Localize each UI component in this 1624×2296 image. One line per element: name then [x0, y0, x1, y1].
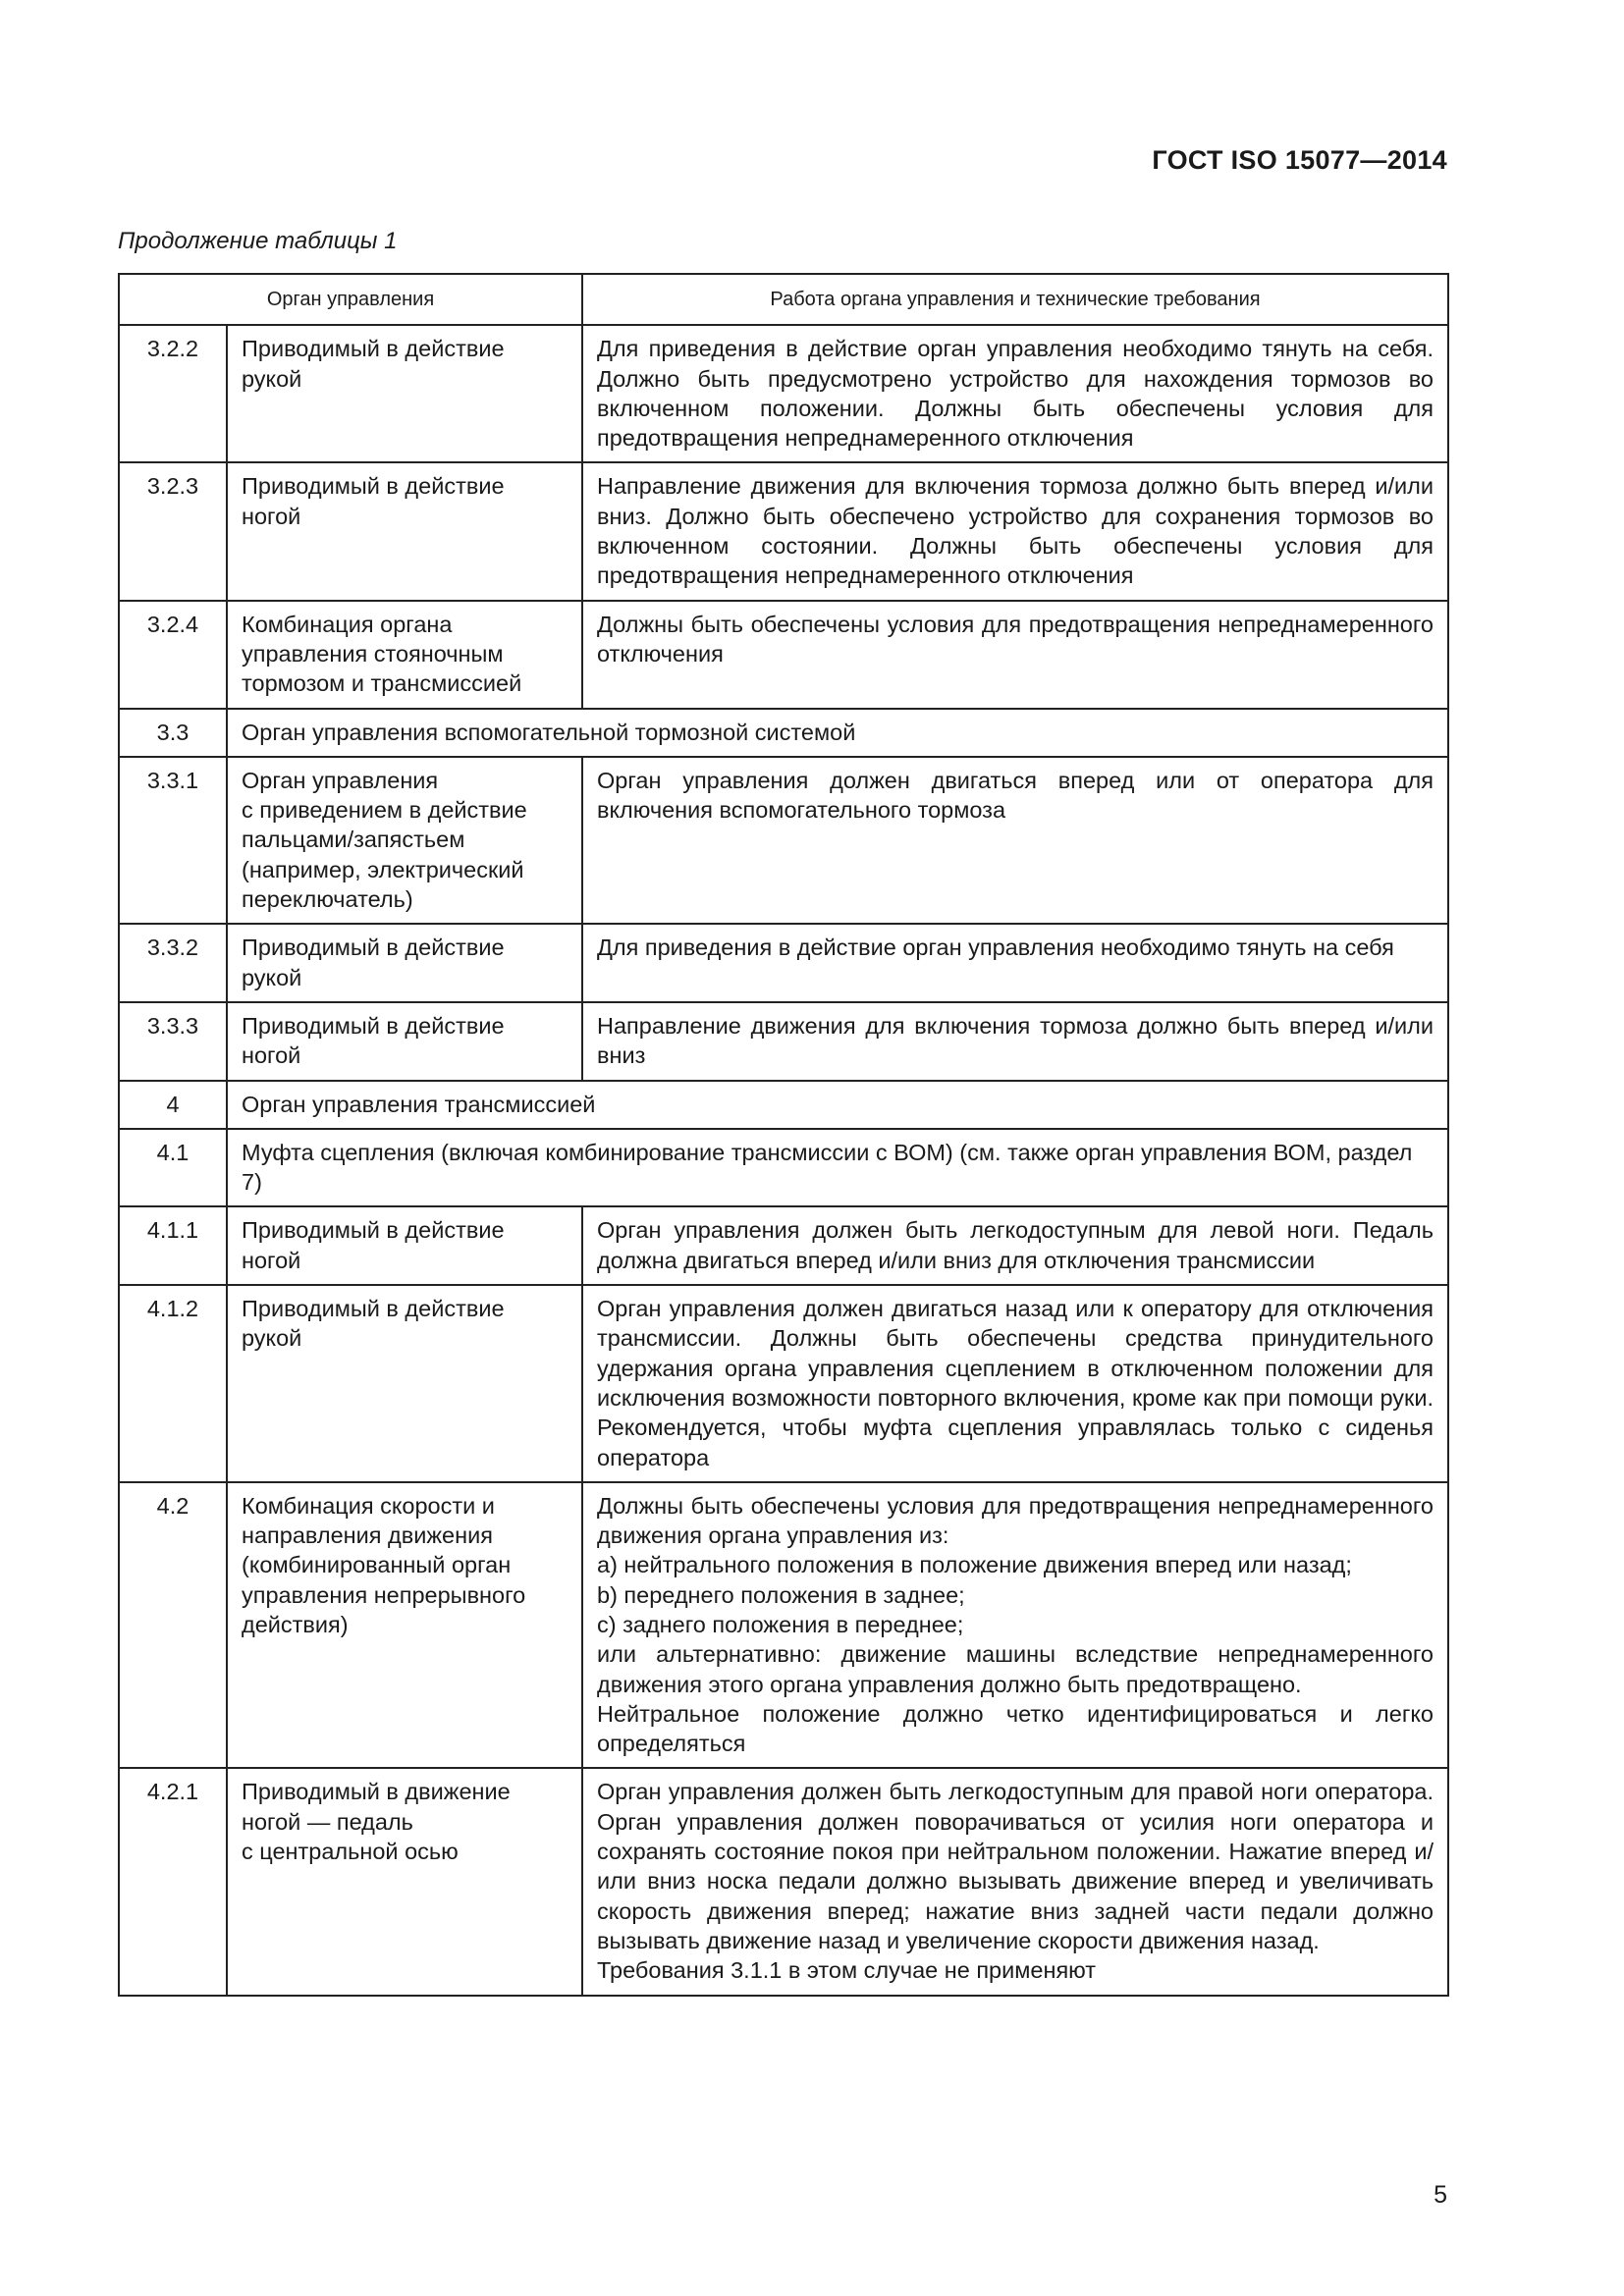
- control-name: [227, 1002, 582, 1081]
- requirement-text: [582, 757, 1448, 924]
- column-header-control: Орган управления: [119, 274, 582, 325]
- control-name: [227, 462, 582, 600]
- column-header-requirements: Работа органа управления и технические требования: [582, 274, 1448, 325]
- requirement-text: [582, 462, 1448, 600]
- table-row: [119, 1081, 1448, 1129]
- row-number: 3.2.3: [119, 462, 227, 600]
- table-row: [119, 924, 1448, 1002]
- control-name-line: с центральной осью: [242, 1839, 459, 1865]
- control-name-line: Приводимый в действие: [242, 934, 505, 961]
- control-name-line: ногой: [242, 1247, 301, 1273]
- control-name: [227, 924, 582, 1002]
- table-row: [119, 1768, 1448, 1995]
- requirement-paragraph: Направление движения для включения тормоза должно быть вперед и/или вниз: [597, 1012, 1434, 1069]
- requirement-text: [582, 325, 1448, 462]
- requirement-paragraph: Орган управления должен быть легкодоступным для правой ноги оператора. Орган управления должен поворачиваться от усилия ноги оператора и сохранять состояние покоя при нейтральном положении. Нажатие вперед и/или вниз носка педали должно вызывать движение вперед и увеличивать скорость движения вперед; нажатие вниз задней части педали должно вызывать движение назад и увеличение скорости движения назад.: [597, 1779, 1434, 1953]
- table-row: [119, 757, 1448, 924]
- control-name-line: рукой: [242, 964, 302, 990]
- requirement-paragraph: c) заднего положения в переднее;: [597, 1611, 964, 1637]
- requirement-paragraph: b) переднего положения в заднее;: [597, 1581, 965, 1608]
- control-name-line: рукой: [242, 365, 302, 392]
- table-row: [119, 462, 1448, 600]
- row-number: 3.3: [119, 709, 227, 757]
- requirement-paragraph: Нейтральное положение должно четко идентифицироваться и легко определяться: [597, 1700, 1434, 1757]
- row-number: 4.1.1: [119, 1206, 227, 1285]
- table-row: [119, 1002, 1448, 1081]
- control-name-line: (например, электрический: [242, 856, 524, 882]
- control-name-line: Приводимый в движение: [242, 1779, 511, 1805]
- requirement-text: [582, 1285, 1448, 1482]
- control-name-line: направления движения: [242, 1522, 493, 1549]
- requirement-text: [582, 601, 1448, 709]
- control-name: [227, 1206, 582, 1285]
- table-row: [119, 1482, 1448, 1769]
- control-name: [227, 757, 582, 924]
- control-name-line: Приводимый в действие: [242, 336, 505, 362]
- requirement-paragraph: Орган управления должен двигаться вперед или от оператора для включения вспомогательного тормоза: [597, 767, 1434, 824]
- table-row: [119, 601, 1448, 709]
- row-number: 3.2.2: [119, 325, 227, 462]
- section-title: Муфта сцепления (включая комбинирование трансмиссии с ВОМ) (см. также орган управления ВОМ, раздел 7): [227, 1129, 1448, 1207]
- control-name: [227, 601, 582, 709]
- control-name-line: Комбинация скорости и: [242, 1492, 495, 1519]
- row-number: 4.2: [119, 1482, 227, 1769]
- control-name-line: ногой — педаль: [242, 1808, 413, 1835]
- requirement-paragraph: Должны быть обеспечены условия для предотвращения непреднамеренного отключения: [597, 611, 1434, 667]
- page-number: 5: [1434, 2181, 1447, 2209]
- control-name-line: действия): [242, 1611, 349, 1637]
- requirement-paragraph: или альтернативно: движение машины вследствие непреднамеренного движения этого органа управления должно быть предотвращено.: [597, 1641, 1434, 1697]
- control-name-line: Приводимый в действие: [242, 1012, 505, 1039]
- row-number: 4.2.1: [119, 1768, 227, 1995]
- requirement-text: [582, 924, 1448, 1002]
- table-body: [119, 325, 1448, 1995]
- row-number: 3.3.3: [119, 1002, 227, 1081]
- table-row: [119, 709, 1448, 757]
- section-title: Орган управления трансмиссией: [227, 1081, 1448, 1129]
- table-header-row: [119, 274, 1448, 325]
- row-number: 4: [119, 1081, 227, 1129]
- control-name-line: (комбинированный орган: [242, 1552, 512, 1578]
- section-title: Орган управления вспомогательной тормозной системой: [227, 709, 1448, 757]
- control-name-line: ногой: [242, 503, 301, 529]
- requirement-paragraph: Для приведения в действие орган управления необходимо тянуть на себя: [597, 934, 1394, 961]
- control-name: [227, 1768, 582, 1995]
- control-name-line: Приводимый в действие: [242, 473, 505, 500]
- control-name-line: Приводимый в действие: [242, 1296, 505, 1322]
- requirement-text: [582, 1002, 1448, 1081]
- control-name: [227, 1482, 582, 1769]
- control-name-line: с приведением в действие: [242, 797, 527, 824]
- table-row: [119, 325, 1448, 462]
- control-name-line: управления непрерывного: [242, 1581, 526, 1608]
- control-name: [227, 325, 582, 462]
- table-row: [119, 1206, 1448, 1285]
- requirement-text: [582, 1482, 1448, 1769]
- control-name-line: тормозом и трансмиссией: [242, 670, 522, 697]
- control-name: [227, 1285, 582, 1482]
- control-name-line: Орган управления: [242, 767, 439, 793]
- row-number: 3.2.4: [119, 601, 227, 709]
- requirement-text: [582, 1206, 1448, 1285]
- row-number: 4.1: [119, 1129, 227, 1207]
- requirement-text: [582, 1768, 1448, 1995]
- requirement-paragraph: Орган управления должен двигаться назад или к оператору для отключения трансмиссии. Должны быть обеспечены средства принудительного удержания органа управления сцеплением в отключенном положении для исключения возможности повторного включения, кроме как при помощи руки. Рекомендуется, чтобы муфта сцепления управлялась только с сиденья оператора: [597, 1296, 1434, 1470]
- table-row: [119, 1285, 1448, 1482]
- control-name-line: ногой: [242, 1042, 301, 1069]
- requirements-table: [118, 273, 1449, 1997]
- control-name-line: пальцами/запястьем: [242, 827, 465, 853]
- requirement-paragraph: Для приведения в действие орган управления необходимо тянуть на себя. Должно быть предусмотрено устройство для нахождения тормозов во включенном положении. Должны быть обеспечены условия для предотвращения непреднамеренного отключения: [597, 336, 1434, 452]
- row-number: 3.3.2: [119, 924, 227, 1002]
- control-name-line: Приводимый в действие: [242, 1217, 505, 1244]
- requirement-paragraph: Направление движения для включения тормоза должно быть вперед и/или вниз. Должно быть обеспечено устройство для сохранения тормозов во включенном состоянии. Должны быть обеспечены условия для предотвращения непреднамеренного отключения: [597, 473, 1434, 589]
- row-number: 3.3.1: [119, 757, 227, 924]
- requirement-paragraph: Орган управления должен быть легкодоступным для левой ноги. Педаль должна двигаться вперед и/или вниз для отключения трансмиссии: [597, 1217, 1434, 1273]
- requirement-paragraph: Требования 3.1.1 в этом случае не применяют: [597, 1957, 1097, 1984]
- requirement-paragraph: a) нейтрального положения в положение движения вперед или назад;: [597, 1552, 1352, 1578]
- table-caption: Продолжение таблицы 1: [118, 228, 398, 254]
- requirement-paragraph: Должны быть обеспечены условия для предотвращения непреднамеренного движения органа управления из:: [597, 1492, 1434, 1549]
- control-name-line: управления стояночным: [242, 640, 504, 667]
- table-row: [119, 1129, 1448, 1207]
- row-number: 4.1.2: [119, 1285, 227, 1482]
- document-id: ГОСТ ISO 15077—2014: [1152, 145, 1447, 175]
- control-name-line: Комбинация органа: [242, 611, 453, 637]
- control-name-line: рукой: [242, 1325, 302, 1352]
- control-name-line: переключатель): [242, 886, 413, 913]
